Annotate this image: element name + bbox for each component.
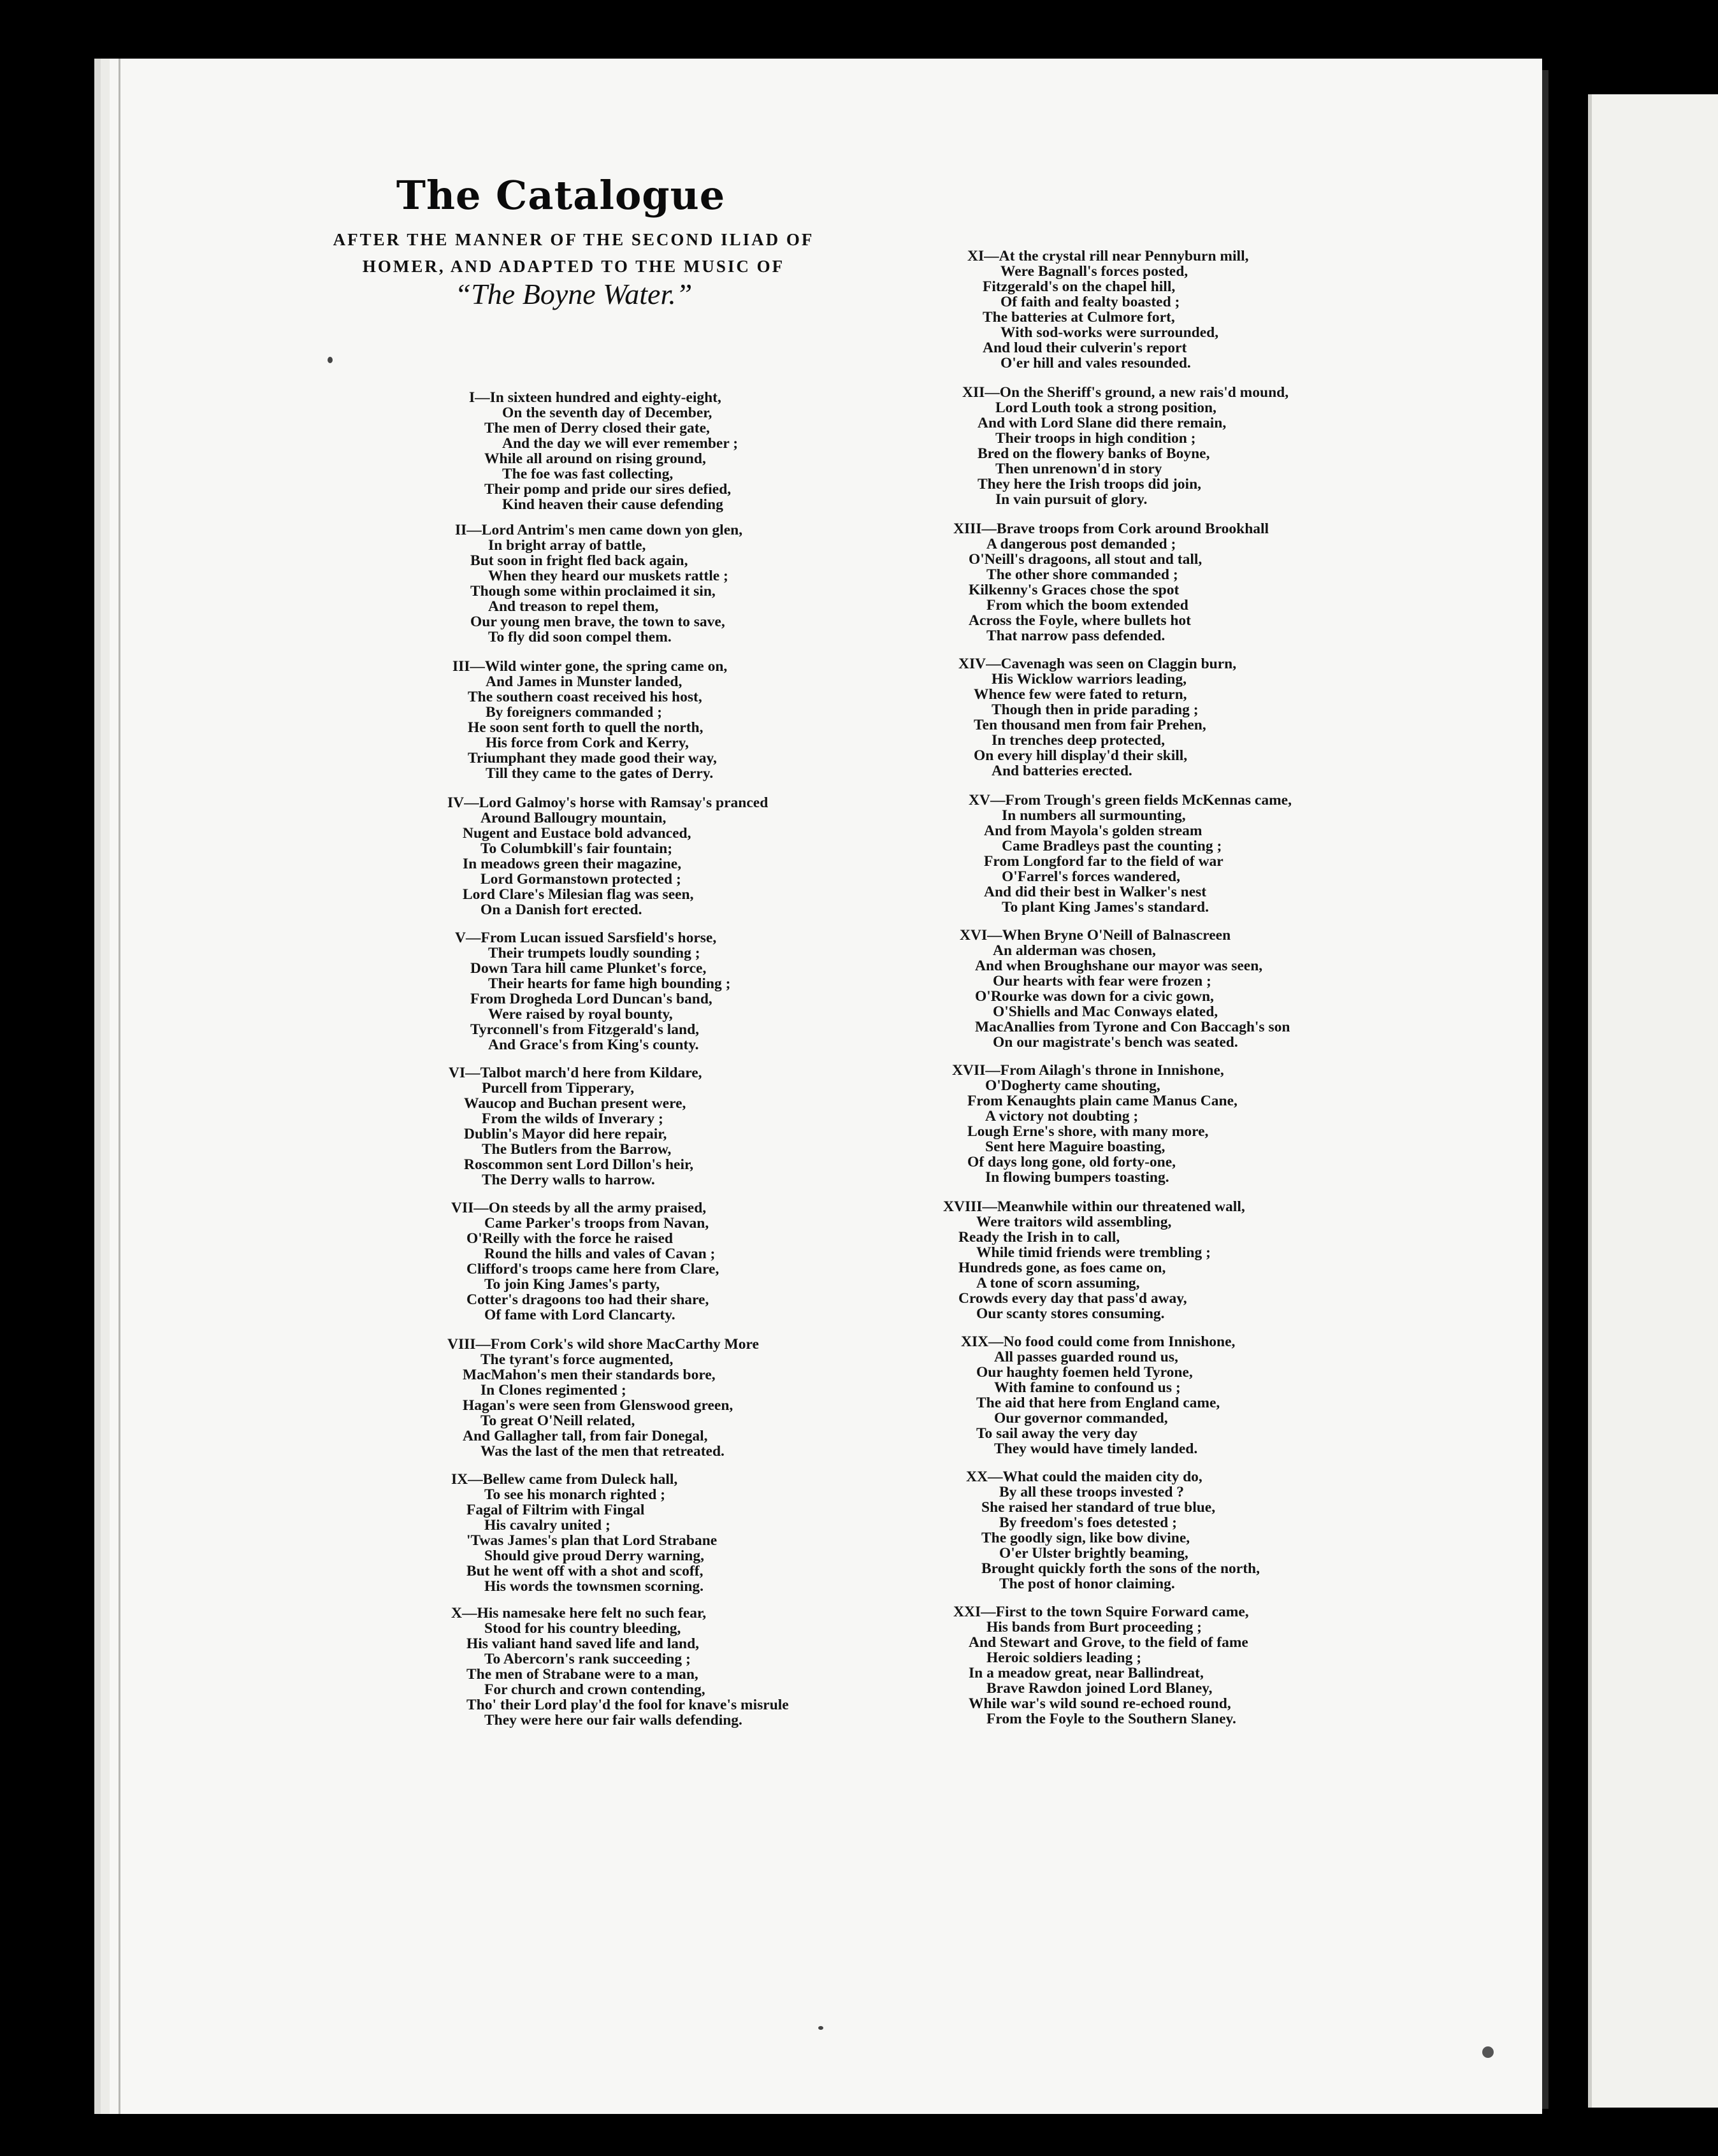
- verse-line: XXI—First to the town Squire Forward came,: [953, 1604, 1249, 1620]
- verse-line: By all these troops invested ?: [999, 1484, 1185, 1500]
- verse-line: On our magistrate's bench was seated.: [993, 1034, 1238, 1051]
- verse-line: On a Danish fort erected.: [480, 902, 642, 918]
- verse-line: Their trumpets loudly sounding ;: [488, 945, 700, 961]
- verse-line: Triumphant they made good their way,: [468, 750, 717, 766]
- verse-line: And James in Munster landed,: [486, 673, 682, 690]
- stanza-5: [455, 930, 730, 1053]
- verse-line: A victory not doubting ;: [985, 1108, 1139, 1125]
- stanza-19: [961, 1334, 1235, 1456]
- verse-line: Tyrconnell's from Fitzgerald's land,: [470, 1021, 700, 1038]
- verse-line: O'Rourke was down for a civic gown,: [975, 988, 1214, 1005]
- page-title: The Catalogue: [396, 172, 726, 219]
- verse-line: Came Bradleys past the counting ;: [1002, 838, 1222, 854]
- subtitle: [331, 226, 816, 280]
- verse-line: Though some within proclaimed it sin,: [470, 583, 716, 600]
- verse-line: X—His namesake here felt no such fear,: [451, 1605, 707, 1621]
- verse-line: Were traitors wild assembling,: [976, 1214, 1172, 1230]
- verse-line: The aid that here from England came,: [976, 1395, 1220, 1411]
- verse-line: XI—At the crystal rill near Pennyburn mill,: [967, 248, 1249, 264]
- verse-line: Lough Erne's shore, with many more,: [967, 1123, 1209, 1140]
- verse-line: Heroic soldiers leading ;: [986, 1649, 1142, 1666]
- verse-line: In vain pursuit of glory.: [995, 491, 1148, 508]
- verse-line: Ten thousand men from fair Prehen,: [974, 717, 1206, 733]
- verse-line: In Clones regimented ;: [480, 1382, 626, 1398]
- verse-line: Stood for his country bleeding,: [484, 1620, 681, 1637]
- verse-line: All passes guarded round us,: [994, 1349, 1178, 1365]
- verse-line: His valiant hand saved life and land,: [466, 1635, 700, 1652]
- verse-line: XX—What could the maiden city do,: [966, 1469, 1202, 1485]
- verse-line: His bands from Burt proceeding ;: [986, 1619, 1202, 1635]
- verse-line: Whence few were fated to return,: [974, 686, 1187, 703]
- verse-line: XIX—No food could come from Innishone,: [961, 1333, 1236, 1350]
- verse-line: While war's wild sound re-echoed round,: [969, 1695, 1231, 1712]
- stanza-2: [455, 522, 742, 645]
- verse-line: Of faith and fealty boasted ;: [1000, 294, 1180, 310]
- verse-line: VI—Talbot march'd here from Kildare,: [449, 1065, 702, 1081]
- verse-line: The post of honor claiming.: [999, 1576, 1175, 1592]
- verse-line: And Gallagher tall, from fair Donegal,: [463, 1428, 708, 1444]
- verse-line: With sod-works were surrounded,: [1000, 324, 1219, 341]
- verse-line: Fitzgerald's on the chapel hill,: [983, 278, 1176, 295]
- verse-line: In a meadow great, near Ballindreat,: [969, 1665, 1204, 1681]
- verse-line: She raised her standard of true blue,: [981, 1499, 1216, 1516]
- stanza-9: [451, 1472, 717, 1594]
- verse-line: While all around on rising ground,: [484, 450, 706, 467]
- verse-line: In meadows green their magazine,: [463, 856, 682, 872]
- verse-line: And when Broughshane our mayor was seen,: [975, 958, 1263, 974]
- verse-line: With famine to confound us ;: [994, 1379, 1181, 1396]
- verse-line: XV—From Trough's green fields McKennas came,: [969, 792, 1292, 808]
- stanza-8: [447, 1337, 759, 1459]
- verse-line: Brought quickly forth the sons of the north,: [981, 1560, 1260, 1577]
- verse-line: Dublin's Mayor did here repair,: [464, 1126, 667, 1142]
- verse-line: Came Parker's troops from Navan,: [484, 1215, 709, 1232]
- verse-line: O'Dogherty came shouting,: [985, 1077, 1160, 1094]
- verse-line: Around Ballougry mountain,: [480, 810, 667, 826]
- verse-line: To join King James's party,: [484, 1276, 660, 1293]
- stanza-16: [960, 928, 1290, 1050]
- verse-line: They were here our fair walls defending.: [484, 1712, 742, 1728]
- stanza-10: [451, 1606, 789, 1728]
- verse-line: The Butlers from the Barrow,: [482, 1141, 672, 1158]
- stanza-17: [952, 1063, 1238, 1185]
- verse-line: And batteries erected.: [992, 763, 1132, 779]
- verse-line: Till they came to the gates of Derry.: [486, 765, 714, 782]
- verse-line: In numbers all surmounting,: [1002, 807, 1186, 824]
- verse-line: Lord Clare's Milesian flag was seen,: [463, 886, 694, 903]
- verse-line: Hagan's were seen from Glenswood green,: [463, 1397, 733, 1414]
- verse-line: Were raised by royal bounty,: [488, 1006, 673, 1023]
- stanza-18: [943, 1199, 1245, 1321]
- verse-line: To Abercorn's rank succeeding ;: [484, 1651, 691, 1667]
- verse-line: On the seventh day of December,: [502, 405, 712, 421]
- verse-line: In trenches deep protected,: [992, 732, 1165, 749]
- verse-line: To plant King James's standard.: [1002, 899, 1209, 916]
- verse-line: And Grace's from King's county.: [488, 1037, 699, 1053]
- verse-line: In flowing bumpers toasting.: [985, 1169, 1169, 1186]
- verse-line: From the Foyle to the Southern Slaney.: [986, 1711, 1236, 1727]
- stanza-15: [969, 793, 1292, 915]
- verse-line: They here the Irish troops did join,: [978, 476, 1202, 492]
- verse-line: XVII—From Ailagh's throne in Innishone,: [952, 1062, 1224, 1079]
- verse-line: To sail away the very day: [976, 1425, 1138, 1442]
- verse-line: O'Farrel's forces wandered,: [1002, 868, 1180, 885]
- verse-line: Their pomp and pride our sires defied,: [484, 481, 732, 498]
- verse-line: Our young men brave, the town to save,: [470, 614, 725, 630]
- verse-line: Sent here Maguire boasting,: [985, 1139, 1166, 1155]
- verse-line: VIII—From Cork's wild shore MacCarthy More: [447, 1336, 759, 1353]
- stanza-6: [449, 1065, 702, 1188]
- stanza-12: [962, 385, 1288, 507]
- verse-line: The tyrant's force augmented,: [480, 1351, 674, 1368]
- verse-line: And the day we will ever remember ;: [502, 435, 739, 452]
- verse-line: Our governor commanded,: [994, 1410, 1168, 1427]
- verse-line: IV—Lord Galmoy's horse with Ramsay's pranced: [447, 794, 769, 811]
- verse-line: Brave Rawdon joined Lord Blaney,: [986, 1680, 1213, 1697]
- subtitle-line: HOMER, AND ADAPTED TO THE MUSIC OF: [362, 257, 785, 276]
- verse-line: The southern coast received his host,: [468, 689, 702, 705]
- verse-line: MacMahon's men their standards bore,: [463, 1367, 716, 1383]
- verse-line: Hundreds gone, as foes came on,: [958, 1260, 1166, 1276]
- verse-line: The foe was fast collecting,: [502, 466, 674, 482]
- tune-name: “The Boyne Water.”: [454, 278, 693, 310]
- verse-line: And treason to repel them,: [488, 598, 659, 615]
- verse-line: On every hill display'd their skill,: [974, 747, 1188, 764]
- verse-line: His words the townsmen scorning.: [484, 1578, 704, 1595]
- verse-line: And Stewart and Grove, to the field of fame: [969, 1634, 1248, 1651]
- verse-line: II—Lord Antrim's men came down yon glen,: [455, 522, 743, 538]
- stanza-14: [958, 656, 1236, 779]
- verse-line: IX—Bellew came from Duleck hall,: [451, 1471, 678, 1488]
- verse-line: From the wilds of Inverary ;: [482, 1110, 663, 1127]
- stanza-4: [447, 795, 768, 917]
- verse-line: Should give proud Derry warning,: [484, 1548, 704, 1564]
- verse-line: But he went off with a shot and scoff,: [466, 1563, 704, 1579]
- verse-line: Our hearts with fear were frozen ;: [993, 973, 1211, 989]
- verse-line: When they heard our muskets rattle ;: [488, 568, 728, 584]
- verse-line: Their troops in high condition ;: [995, 430, 1196, 447]
- verse-line: Round the hills and vales of Cavan ;: [484, 1246, 716, 1262]
- verse-line: A dangerous post demanded ;: [986, 536, 1176, 552]
- print-speck: [328, 357, 333, 363]
- verse-line: His cavalry united ;: [484, 1517, 610, 1534]
- verse-line: I—In sixteen hundred and eighty-eight,: [469, 389, 721, 406]
- verse-line: Of fame with Lord Clancarty.: [484, 1307, 675, 1323]
- verse-line: Down Tara hill came Plunket's force,: [470, 960, 707, 977]
- verse-line: To great O'Neill related,: [480, 1412, 635, 1429]
- verse-line: And loud their culverin's report: [983, 340, 1187, 356]
- verse-line: XVIII—Meanwhile within our threatened wall,: [943, 1198, 1245, 1215]
- verse-line: He soon sent forth to quell the north,: [468, 719, 704, 736]
- verse-line: Was the last of the men that retreated.: [480, 1443, 725, 1460]
- verse-line: Of days long gone, old forty-one,: [967, 1154, 1176, 1170]
- verse-line: From Drogheda Lord Duncan's band,: [470, 991, 712, 1007]
- verse-line: That narrow pass defended.: [986, 628, 1166, 644]
- verse-line: The men of Derry closed their gate,: [484, 420, 710, 436]
- verse-line: O'Shiells and Mac Conways elated,: [993, 1003, 1218, 1020]
- print-speck: [818, 2026, 823, 2030]
- verse-line: From which the boom extended: [986, 597, 1188, 614]
- verse-line: Ready the Irish in to call,: [958, 1229, 1120, 1246]
- verse-line: And did their best in Walker's nest: [984, 884, 1207, 900]
- print-speck: [1482, 2046, 1494, 2058]
- book-page: [94, 59, 1542, 2114]
- stanza-13: [953, 521, 1269, 643]
- verse-line: An alderman was chosen,: [993, 942, 1156, 959]
- verse-line: A tone of scorn assuming,: [976, 1275, 1140, 1291]
- verse-line: And with Lord Slane did there remain,: [978, 415, 1227, 431]
- verse-line: XIV—Cavenagh was seen on Claggin burn,: [958, 656, 1237, 672]
- verse-line: To fly did soon compel them.: [488, 629, 672, 645]
- verse-line: Though then in pride parading ;: [992, 701, 1199, 718]
- verse-line: To Columbkill's fair fountain;: [480, 840, 673, 857]
- verse-line: Bred on the flowery banks of Boyne,: [978, 445, 1210, 462]
- verse-line: Fagal of Filtrim with Fingal: [466, 1502, 645, 1518]
- verse-line: O'er Ulster brightly beaming,: [999, 1545, 1188, 1562]
- verse-line: Clifford's troops came here from Clare,: [466, 1261, 719, 1277]
- verse-line: Waucop and Buchan present were,: [464, 1095, 686, 1112]
- verse-line: But soon in fright fled back again,: [470, 552, 688, 569]
- verse-line: The other shore commanded ;: [986, 566, 1178, 583]
- verse-line: Their hearts for fame high bounding ;: [488, 975, 731, 992]
- verse-line: XIII—Brave troops from Cork around Brookhall: [953, 521, 1269, 537]
- verse-line: Our scanty stores consuming.: [976, 1305, 1165, 1322]
- stanza-21: [953, 1604, 1249, 1727]
- verse-line: O'er hill and vales resounded.: [1000, 355, 1191, 371]
- verse-line: Kilkenny's Graces chose the spot: [969, 582, 1180, 598]
- verse-line: Tho' their Lord play'd the fool for knave's misrule: [466, 1697, 789, 1713]
- stanza-11: [967, 248, 1248, 371]
- verse-line: While timid friends were trembling ;: [976, 1244, 1211, 1261]
- verse-line: The men of Strabane were to a man,: [466, 1666, 698, 1683]
- verse-line: Were Bagnall's forces posted,: [1000, 263, 1188, 280]
- verse-line: By foreigners commanded ;: [486, 704, 662, 721]
- verse-line: O'Reilly with the force he raised: [466, 1230, 673, 1247]
- stanza-3: [452, 659, 727, 781]
- verse-line: Nugent and Eustace bold advanced,: [463, 825, 691, 842]
- verse-line: III—Wild winter gone, the spring came on,: [452, 658, 728, 675]
- verse-line: V—From Lucan issued Sarsfield's horse,: [455, 930, 717, 946]
- subtitle-line: AFTER THE MANNER OF THE SECOND ILIAD OF: [333, 230, 814, 249]
- verse-line: Kind heaven their cause defending: [502, 496, 723, 513]
- verse-line: His force from Cork and Kerry,: [486, 735, 689, 751]
- stanza-7: [451, 1200, 719, 1323]
- verse-line: The goodly sign, like bow divine,: [981, 1530, 1190, 1546]
- page-gutter: [1542, 70, 1548, 2109]
- verse-line: XII—On the Sheriff's ground, a new rais'd mound,: [962, 384, 1289, 401]
- verse-line: Our haughty foemen held Tyrone,: [976, 1364, 1193, 1381]
- verse-line: Then unrenown'd in story: [995, 461, 1162, 477]
- verse-line: The batteries at Culmore fort,: [983, 309, 1175, 326]
- verse-line: Purcell from Tipperary,: [482, 1080, 635, 1096]
- stanza-20: [966, 1469, 1260, 1592]
- verse-line: O'Neill's dragoons, all stout and tall,: [969, 551, 1202, 568]
- verse-line: Roscommon sent Lord Dillon's heir,: [464, 1156, 694, 1173]
- verse-line: From Longford far to the field of war: [984, 853, 1224, 870]
- facing-page-edge: [1588, 94, 1718, 2108]
- verse-line: From Kenaughts plain came Manus Cane,: [967, 1093, 1238, 1109]
- verse-line: VII—On steeds by all the army praised,: [451, 1200, 707, 1216]
- verse-line: For church and crown contending,: [484, 1681, 705, 1698]
- verse-line: And from Mayola's golden stream: [984, 823, 1202, 839]
- verse-line: Cotter's dragoons too had their share,: [466, 1291, 709, 1308]
- verse-line: MacAnallies from Tyrone and Con Baccagh's son: [975, 1019, 1290, 1035]
- verse-line: In bright array of battle,: [488, 537, 646, 554]
- verse-line: XVI—When Bryne O'Neill of Balnascreen: [960, 927, 1231, 944]
- verse-line: The Derry walls to harrow.: [482, 1172, 655, 1188]
- verse-line: His Wicklow warriors leading,: [992, 671, 1187, 687]
- verse-line: Lord Gormanstown protected ;: [480, 871, 681, 888]
- verse-line: 'Twas James's plan that Lord Strabane: [466, 1532, 718, 1549]
- verse-line: Across the Foyle, where bullets hot: [969, 612, 1191, 629]
- verse-line: Crowds every day that pass'd away,: [958, 1290, 1187, 1307]
- verse-line: Lord Louth took a strong position,: [995, 399, 1216, 416]
- stanza-1: [469, 390, 738, 512]
- verse-line: By freedom's foes detested ;: [999, 1514, 1177, 1531]
- verse-line: They would have timely landed.: [994, 1441, 1198, 1457]
- verse-line: To see his monarch righted ;: [484, 1486, 665, 1503]
